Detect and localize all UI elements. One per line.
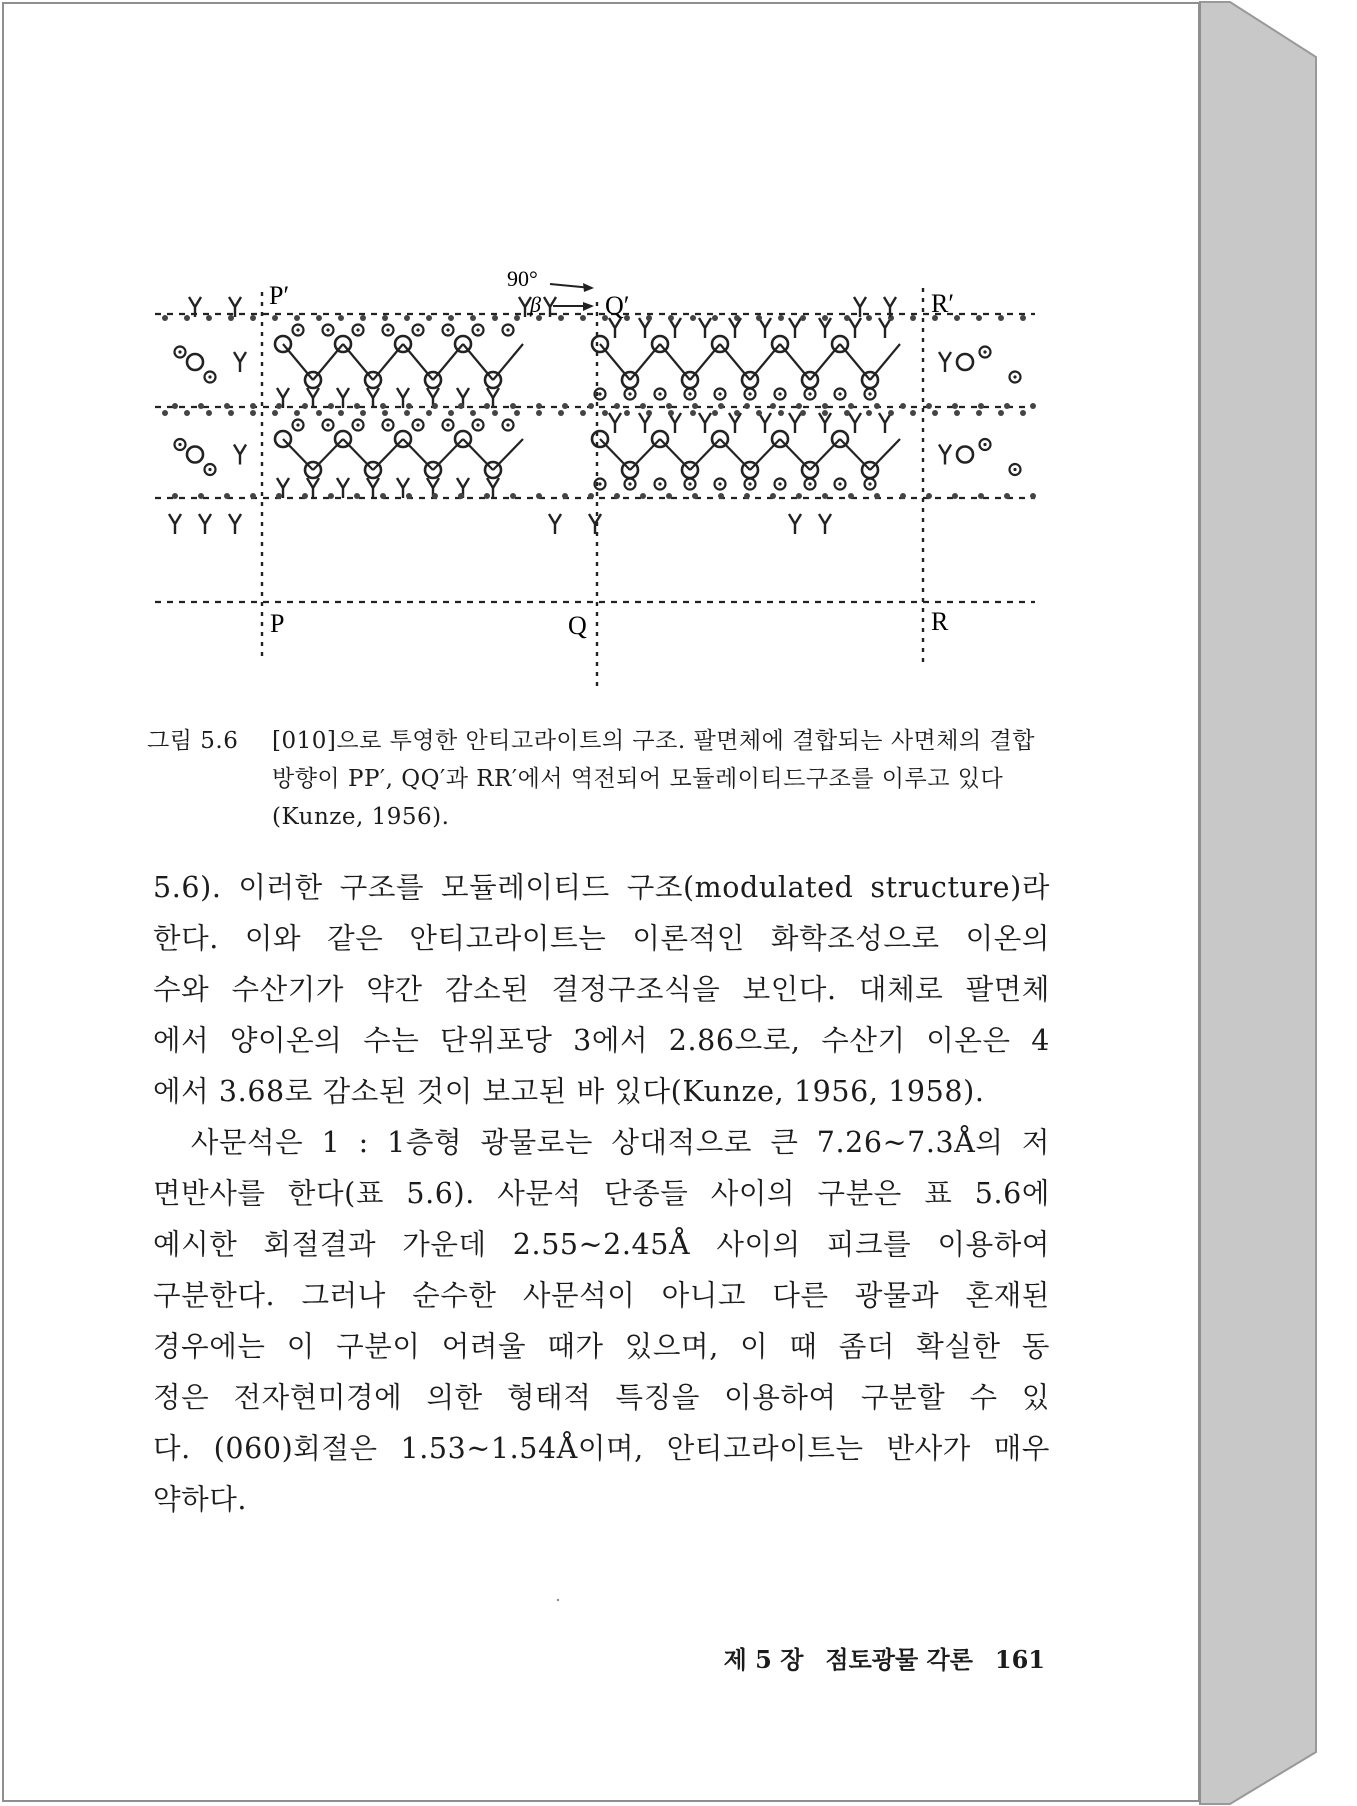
small-atom bbox=[536, 403, 542, 409]
tetrahedron bbox=[884, 297, 896, 317]
hydroxyl-atom bbox=[205, 372, 216, 383]
small-atom bbox=[998, 315, 1004, 321]
small-atom bbox=[866, 410, 872, 416]
small-atom bbox=[1020, 315, 1026, 321]
small-atom bbox=[406, 403, 412, 409]
tetrahedron bbox=[189, 297, 201, 317]
small-atom bbox=[926, 403, 932, 409]
small-atom bbox=[844, 410, 850, 416]
small-atom bbox=[718, 403, 724, 409]
small-atom bbox=[276, 403, 282, 409]
hydroxyl-atom bbox=[715, 389, 726, 400]
small-atom bbox=[778, 315, 784, 321]
small-atom bbox=[514, 410, 520, 416]
small-atom bbox=[954, 315, 960, 321]
small-atom bbox=[900, 493, 906, 499]
small-atom bbox=[796, 493, 802, 499]
tetrahedron bbox=[234, 352, 246, 372]
small-atom bbox=[800, 410, 806, 416]
structure-layers bbox=[155, 297, 1036, 602]
small-atom bbox=[484, 403, 490, 409]
small-atom bbox=[224, 403, 230, 409]
small-atom bbox=[668, 410, 674, 416]
hydroxyl-atom bbox=[503, 325, 514, 336]
small-atom bbox=[952, 493, 958, 499]
small-atom bbox=[624, 410, 630, 416]
hydroxyl-atom bbox=[715, 479, 726, 490]
small-atom bbox=[770, 493, 776, 499]
small-atom bbox=[646, 315, 652, 321]
small-atom bbox=[492, 410, 498, 416]
tetrahedron bbox=[367, 478, 379, 498]
hydroxyl-atom bbox=[980, 439, 991, 450]
tetrahedron bbox=[879, 318, 891, 338]
hydroxyl-atom bbox=[805, 389, 816, 400]
label-q: Q bbox=[568, 611, 587, 640]
small-atom bbox=[162, 315, 168, 321]
small-atom bbox=[1004, 493, 1010, 499]
small-atom bbox=[360, 410, 366, 416]
small-atom bbox=[718, 493, 724, 499]
small-atom bbox=[756, 410, 762, 416]
hydroxyl-atom bbox=[745, 389, 756, 400]
chapter-title: 점토광물 각론 bbox=[825, 1645, 973, 1674]
text-line: 정은 전자현미경에 의한 형태적 특징을 이용하여 구분할 수 있 bbox=[153, 1381, 1050, 1414]
hydroxyl-atom bbox=[323, 325, 334, 336]
tetrahedron bbox=[939, 352, 951, 372]
small-atom bbox=[492, 315, 498, 321]
small-atom bbox=[302, 403, 308, 409]
small-atom bbox=[328, 493, 334, 499]
small-atom bbox=[646, 410, 652, 416]
small-atom bbox=[250, 493, 256, 499]
hydroxyl-atom bbox=[503, 420, 514, 431]
small-atom bbox=[250, 315, 256, 321]
hydroxyl-atom bbox=[685, 389, 696, 400]
small-atom bbox=[844, 315, 850, 321]
hydroxyl-atom bbox=[353, 325, 364, 336]
hydroxyl-atom bbox=[775, 479, 786, 490]
tetrahedron bbox=[169, 514, 181, 534]
hydroxyl-atom bbox=[383, 325, 394, 336]
text-line: 수와 수산기가 약간 감소된 결정구조식을 보인다. 대체로 팔면체 bbox=[153, 973, 1050, 1006]
small-atom bbox=[458, 493, 464, 499]
hydroxyl-atom bbox=[745, 479, 756, 490]
tetrahedron bbox=[849, 318, 861, 338]
caption-text: [010]으로 투영한 안티고라이트의 구조. 팔면체에 결합되는 사면체의 결합방향이 PP′, QQ′과 RR′에서 역전되어 모듈레이티드구조를 이루고 있다(Kunze, 1956). bbox=[272, 728, 1035, 830]
small-atom bbox=[640, 403, 646, 409]
small-atom bbox=[354, 403, 360, 409]
small-atom bbox=[228, 315, 234, 321]
label-beta: β bbox=[530, 292, 541, 317]
figure-number: 그림 5.6 bbox=[147, 728, 239, 754]
text-line: 약하다. bbox=[153, 1483, 248, 1516]
small-atom bbox=[184, 410, 190, 416]
oxygen-atom bbox=[957, 447, 973, 463]
small-atom bbox=[272, 410, 278, 416]
hydroxyl-atom bbox=[293, 325, 304, 336]
text-line: 예시한 회절결과 가운데 2.55~2.45Å 사이의 피크를 이용하여 bbox=[153, 1228, 1050, 1261]
small-atom bbox=[668, 315, 674, 321]
small-atom bbox=[294, 410, 300, 416]
small-atom bbox=[588, 493, 594, 499]
tetrahedron bbox=[609, 413, 621, 433]
small-atom bbox=[360, 315, 366, 321]
small-atom bbox=[250, 410, 256, 416]
small-atom bbox=[770, 403, 776, 409]
tetrahedron bbox=[639, 318, 651, 338]
small-atom bbox=[952, 403, 958, 409]
tetrahedron bbox=[609, 318, 621, 338]
hydroxyl-atom bbox=[835, 389, 846, 400]
hydroxyl-atom bbox=[205, 464, 216, 475]
tetrahedron bbox=[879, 413, 891, 433]
small-atom bbox=[822, 403, 828, 409]
small-atom bbox=[562, 493, 568, 499]
small-atom bbox=[1030, 493, 1036, 499]
small-atom bbox=[338, 315, 344, 321]
small-atom bbox=[744, 403, 750, 409]
tetrahedron bbox=[699, 318, 711, 338]
small-atom bbox=[172, 493, 178, 499]
tetrahedron bbox=[669, 318, 681, 338]
small-atom bbox=[822, 315, 828, 321]
small-atom bbox=[470, 410, 476, 416]
small-atom bbox=[470, 315, 476, 321]
hydroxyl-atom bbox=[353, 420, 364, 431]
hydroxyl-atom bbox=[865, 479, 876, 490]
tetrahedron bbox=[759, 318, 771, 338]
small-atom bbox=[198, 493, 204, 499]
small-atom bbox=[874, 493, 880, 499]
small-atom bbox=[666, 493, 672, 499]
label-p: P bbox=[270, 609, 285, 638]
hydroxyl-atom bbox=[175, 347, 186, 358]
small-atom bbox=[976, 315, 982, 321]
small-atom bbox=[354, 493, 360, 499]
small-atom bbox=[250, 403, 256, 409]
hydroxyl-atom bbox=[625, 479, 636, 490]
tetrahedron bbox=[789, 318, 801, 338]
small-atom bbox=[874, 403, 880, 409]
small-atom bbox=[976, 410, 982, 416]
small-atom bbox=[562, 403, 568, 409]
oxygen-atom bbox=[957, 354, 973, 370]
hydroxyl-atom bbox=[775, 389, 786, 400]
small-atom bbox=[558, 315, 564, 321]
small-atom bbox=[484, 493, 490, 499]
hydroxyl-atom bbox=[473, 420, 484, 431]
text-line: 다. (060)회절은 1.53~1.54Å이며, 안티고라이트는 반사가 매우 bbox=[153, 1432, 1050, 1465]
small-atom bbox=[328, 403, 334, 409]
small-atom bbox=[458, 403, 464, 409]
hydroxyl-atom bbox=[1010, 372, 1021, 383]
hydroxyl-atom bbox=[625, 389, 636, 400]
text-line: 경우에는 이 구분이 어려울 때가 있으며, 이 때 좀더 확실한 동 bbox=[153, 1330, 1050, 1363]
tetrahedron bbox=[367, 388, 379, 408]
small-atom bbox=[302, 493, 308, 499]
small-atom bbox=[426, 410, 432, 416]
hydroxyl-atom bbox=[293, 420, 304, 431]
small-atom bbox=[978, 493, 984, 499]
small-atom bbox=[978, 403, 984, 409]
chapter-label: 제 5 장 bbox=[723, 1645, 804, 1674]
small-atom bbox=[558, 410, 564, 416]
small-atom bbox=[294, 315, 300, 321]
small-atom bbox=[380, 403, 386, 409]
hydroxyl-atom bbox=[413, 420, 424, 431]
small-atom bbox=[778, 410, 784, 416]
hydroxyl-atom bbox=[443, 420, 454, 431]
small-atom bbox=[734, 410, 740, 416]
small-atom bbox=[448, 315, 454, 321]
small-atom bbox=[822, 493, 828, 499]
small-atom bbox=[614, 403, 620, 409]
text-line: 사문석은 1 : 1층형 광물로는 상대적으로 큰 7.26~7.3Å의 저 bbox=[153, 1126, 1050, 1159]
small-atom bbox=[432, 403, 438, 409]
hydroxyl-atom bbox=[323, 420, 334, 431]
page-speck bbox=[557, 1599, 559, 1601]
text-line: 에서 3.68로 감소된 것이 보고된 바 있다(Kunze, 1956, 1958). bbox=[153, 1075, 985, 1108]
tetrahedron bbox=[759, 413, 771, 433]
small-atom bbox=[910, 315, 916, 321]
tetrahedron bbox=[669, 413, 681, 433]
small-atom bbox=[184, 315, 190, 321]
small-atom bbox=[172, 403, 178, 409]
small-atom bbox=[666, 403, 672, 409]
small-atom bbox=[580, 410, 586, 416]
tetrahedron bbox=[199, 514, 211, 534]
small-atom bbox=[692, 403, 698, 409]
small-atom bbox=[888, 410, 894, 416]
small-atom bbox=[380, 493, 386, 499]
label-q-prime: Q′ bbox=[605, 291, 630, 320]
tetrahedron bbox=[234, 445, 246, 465]
small-atom bbox=[276, 493, 282, 499]
tetrahedron bbox=[789, 514, 801, 534]
small-atom bbox=[998, 410, 1004, 416]
text-line: 면반사를 한다(표 5.6). 사문석 단종들 사이의 구분은 표 5.6에 bbox=[153, 1177, 1050, 1210]
small-atom bbox=[228, 410, 234, 416]
small-atom bbox=[712, 315, 718, 321]
hydroxyl-atom bbox=[413, 325, 424, 336]
small-atom bbox=[848, 493, 854, 499]
label-r: R bbox=[931, 607, 949, 636]
tetrahedron bbox=[849, 413, 861, 433]
label-angle: 90° bbox=[507, 266, 538, 291]
figure-caption bbox=[147, 722, 1047, 836]
small-atom bbox=[338, 410, 344, 416]
small-atom bbox=[536, 410, 542, 416]
hydroxyl-atom bbox=[175, 439, 186, 450]
small-atom bbox=[744, 493, 750, 499]
text-line: 에서 양이온의 수는 단위포당 3에서 2.86으로, 수산기 이온은 4 bbox=[153, 1024, 1050, 1057]
tetrahedron bbox=[229, 514, 241, 534]
hydroxyl-atom bbox=[443, 325, 454, 336]
small-atom bbox=[382, 410, 388, 416]
small-atom bbox=[602, 410, 608, 416]
small-atom bbox=[796, 403, 802, 409]
small-atom bbox=[406, 493, 412, 499]
tetrahedron bbox=[589, 514, 601, 534]
hydroxyl-atom bbox=[1010, 464, 1021, 475]
hydroxyl-atom bbox=[980, 347, 991, 358]
oxygen-atom bbox=[187, 447, 203, 463]
running-footer bbox=[700, 1640, 1045, 1675]
small-atom bbox=[712, 410, 718, 416]
hydroxyl-atom bbox=[805, 479, 816, 490]
small-atom bbox=[1004, 403, 1010, 409]
small-atom bbox=[588, 403, 594, 409]
oxygen-atom bbox=[187, 354, 203, 370]
small-atom bbox=[432, 493, 438, 499]
label-r-prime: R′ bbox=[931, 289, 955, 318]
small-atom bbox=[272, 315, 278, 321]
page-number: 161 bbox=[994, 1645, 1045, 1674]
small-atom bbox=[316, 315, 322, 321]
antigorite-structure-figure bbox=[155, 262, 1055, 692]
small-atom bbox=[692, 493, 698, 499]
hydroxyl-atom bbox=[835, 479, 846, 490]
small-atom bbox=[580, 315, 586, 321]
hydroxyl-atom bbox=[685, 479, 696, 490]
tetrahedron bbox=[819, 514, 831, 534]
tetrahedron bbox=[729, 318, 741, 338]
small-atom bbox=[448, 410, 454, 416]
tetrahedron bbox=[639, 413, 651, 433]
small-atom bbox=[316, 410, 322, 416]
text-line: 구분한다. 그러나 순수한 사문석이 아니고 다른 광물과 혼재된 bbox=[153, 1279, 1050, 1312]
small-atom bbox=[910, 410, 916, 416]
small-atom bbox=[866, 315, 872, 321]
small-atom bbox=[382, 315, 388, 321]
small-atom bbox=[900, 403, 906, 409]
tetrahedron bbox=[939, 445, 951, 465]
small-atom bbox=[690, 410, 696, 416]
tetrahedron bbox=[789, 413, 801, 433]
label-p-prime: P′ bbox=[269, 281, 290, 310]
text-line: 한다. 이와 같은 안티고라이트는 이론적인 화학조성으로 이온의 bbox=[153, 922, 1050, 955]
small-atom bbox=[926, 493, 932, 499]
small-atom bbox=[224, 493, 230, 499]
small-atom bbox=[954, 410, 960, 416]
small-atom bbox=[198, 403, 204, 409]
tetrahedron bbox=[307, 388, 319, 408]
small-atom bbox=[206, 315, 212, 321]
tetrahedron bbox=[307, 478, 319, 498]
small-atom bbox=[932, 410, 938, 416]
small-atom bbox=[614, 493, 620, 499]
small-atom bbox=[822, 410, 828, 416]
small-atom bbox=[206, 410, 212, 416]
hydroxyl-atom bbox=[473, 325, 484, 336]
tetrahedron bbox=[699, 413, 711, 433]
tetrahedron bbox=[337, 388, 349, 408]
small-atom bbox=[734, 315, 740, 321]
tetrahedron bbox=[337, 478, 349, 498]
small-atom bbox=[404, 315, 410, 321]
small-atom bbox=[1030, 403, 1036, 409]
small-atom bbox=[756, 315, 762, 321]
small-atom bbox=[514, 315, 520, 321]
hydroxyl-atom bbox=[383, 420, 394, 431]
text-line: 5.6). 이러한 구조를 모듈레이티드 구조(modulated structure)라 bbox=[153, 871, 1050, 904]
small-atom bbox=[800, 315, 806, 321]
small-atom bbox=[1020, 410, 1026, 416]
small-atom bbox=[690, 315, 696, 321]
tetrahedron bbox=[549, 514, 561, 534]
tetrahedron bbox=[729, 413, 741, 433]
small-atom bbox=[848, 403, 854, 409]
hydroxyl-atom bbox=[655, 479, 666, 490]
small-atom bbox=[404, 410, 410, 416]
body-text bbox=[153, 862, 1050, 1525]
small-atom bbox=[640, 493, 646, 499]
small-atom bbox=[536, 493, 542, 499]
small-atom bbox=[510, 493, 516, 499]
hydroxyl-atom bbox=[865, 389, 876, 400]
small-atom bbox=[162, 410, 168, 416]
small-atom bbox=[426, 315, 432, 321]
small-atom bbox=[510, 403, 516, 409]
hydroxyl-atom bbox=[655, 389, 666, 400]
